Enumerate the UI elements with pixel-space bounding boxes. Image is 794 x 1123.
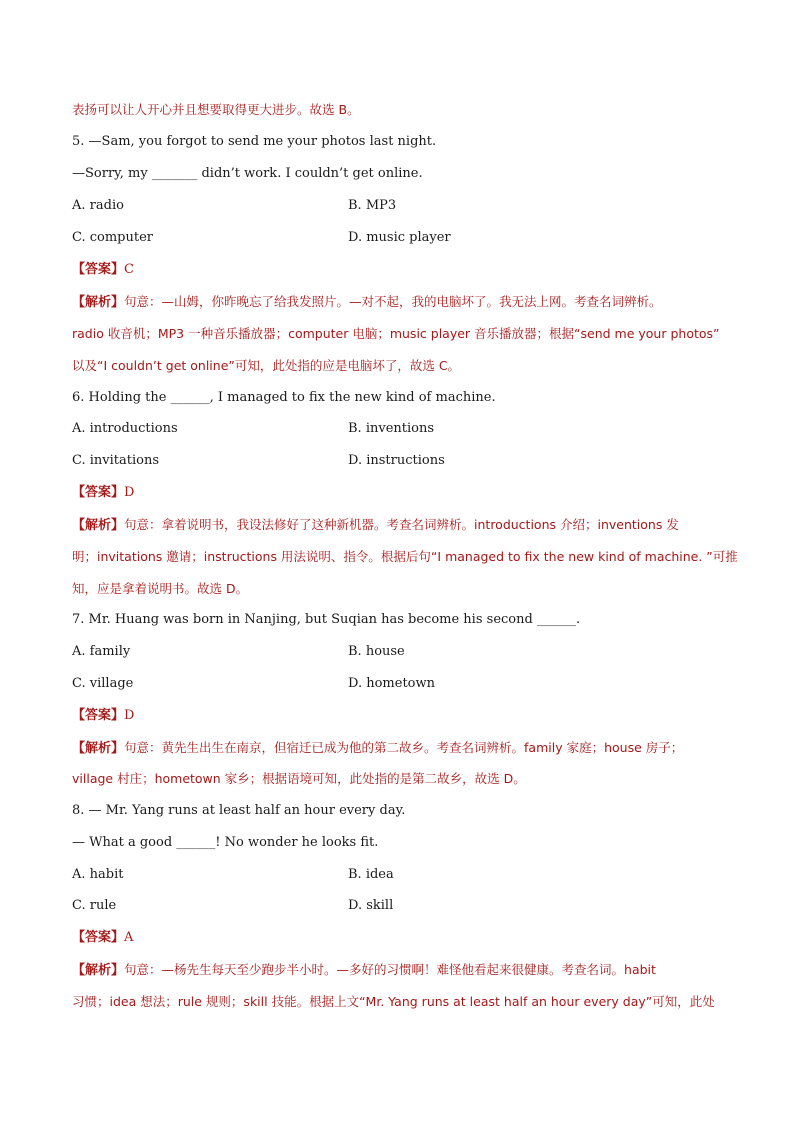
question-8-line-2: — What a good ______! No wonder he looks fit.	[72, 835, 379, 850]
analysis-tag: 【解析】	[72, 963, 125, 978]
option-c: C. computer	[72, 230, 154, 245]
question-7-line-1: 7. Mr. Huang was born in Nanjing, but Suqian has become his second ______.	[72, 612, 581, 627]
analysis-6-line-3: 知，应是拿着说明书。故选 D。	[72, 581, 249, 596]
question-6-line-1: 6. Holding the ______, I managed to fix the new kind of machine.	[72, 390, 496, 405]
answer-8	[72, 930, 133, 946]
answer-tag: 【答案】	[72, 262, 125, 277]
option-a: A. radio	[72, 198, 124, 213]
answer-value: A	[124, 930, 134, 945]
option-b: B. house	[348, 644, 405, 659]
option-c: C. rule	[72, 898, 117, 913]
option-b: B. MP3	[348, 198, 397, 213]
answer-value: D	[124, 708, 135, 723]
analysis-continuation: 表扬可以让人开心并且想要取得更大进步。故选 B。	[72, 102, 360, 117]
analysis-7-line-1	[72, 740, 683, 757]
answer-tag: 【答案】	[72, 708, 125, 723]
option-d: D. skill	[348, 898, 394, 913]
analysis-tag: 【解析】	[72, 295, 125, 310]
question-5-line-1: 5. —Sam, you forgot to send me your photos last night.	[72, 134, 437, 149]
analysis-tag: 【解析】	[72, 741, 125, 756]
option-a: A. family	[72, 644, 131, 659]
analysis-text: 句意：拿着说明书，我设法修好了这种新机器。考查名词辨析。introductions 介绍；inventions 发	[124, 517, 679, 532]
analysis-text: 句意：黄先生出生在南京，但宿迁已成为他的第二故乡。考查名词辨析。family 家庭；house 房子；	[124, 740, 684, 755]
analysis-8-line-1	[72, 962, 656, 979]
answer-7	[72, 708, 134, 724]
analysis-5-line-1	[72, 294, 662, 311]
answer-tag: 【答案】	[72, 485, 125, 500]
answer-tag: 【答案】	[72, 930, 125, 945]
question-5-line-2: —Sorry, my _______ didn’t work. I couldn’t get online.	[72, 166, 423, 181]
analysis-tag: 【解析】	[72, 518, 125, 533]
option-a: A. habit	[72, 867, 124, 882]
analysis-5-line-2: radio 收音机；MP3 一种音乐播放器；computer 电脑；music player 音乐播放器；根据“send me your photos”	[72, 326, 720, 341]
analysis-text: 句意：—杨先生每天至少跑步半小时。—多好的习惯啊！难怪他看起来很健康。考查名词。habit	[124, 962, 656, 977]
option-d: D. hometown	[348, 676, 435, 691]
option-b: B. idea	[348, 867, 394, 882]
answer-value: C	[124, 262, 134, 277]
question-8-line-1: 8. — Mr. Yang runs at least half an hour every day.	[72, 803, 406, 818]
analysis-5-line-3: 以及“I couldn’t get online”可知，此处指的应是电脑坏了，故选 C。	[72, 358, 461, 373]
answer-value: D	[124, 485, 135, 500]
answer-5	[72, 262, 134, 278]
option-c: C. invitations	[72, 453, 160, 468]
analysis-6-line-2: 明；invitations 邀请；instructions 用法说明、指令。根据后句“I managed to fix the new kind of machine. ”可推	[72, 549, 738, 564]
option-d: D. instructions	[348, 453, 445, 468]
analysis-7-line-2: village 村庄；hometown 家乡；根据语境可知，此处指的是第二故乡，故选 D。	[72, 771, 526, 786]
analysis-6-line-1	[72, 517, 679, 534]
option-b: B. inventions	[348, 421, 435, 436]
answer-6	[72, 485, 134, 501]
analysis-8-line-2: 习惯；idea 想法；rule 规则；skill 技能。根据上文“Mr. Yang runs at least half an hour every day”可知，此处	[72, 994, 715, 1009]
option-c: C. village	[72, 676, 134, 691]
option-d: D. music player	[348, 230, 451, 245]
analysis-text: 句意：—山姆，你昨晚忘了给我发照片。—对不起，我的电脑坏了。我无法上网。考查名词辨析。	[124, 294, 662, 309]
option-a: A. introductions	[72, 421, 178, 436]
